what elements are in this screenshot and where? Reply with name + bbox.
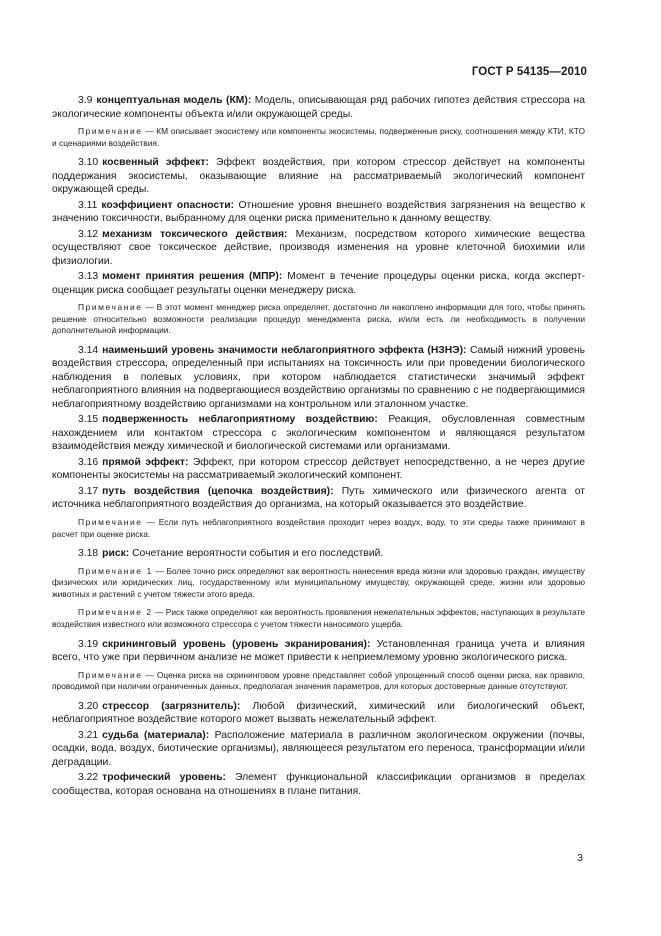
note — [52, 607, 585, 630]
definition-text: Самый нижний уровень воздействия стрессора, определенный при испытаниях на токсичность или при проведении биологического наблюдения в полевых условиях, при котором наблюдается статистически значимый эффект неблагоприятного влияния на подвергающиеся воздействию организмы по сравнению с не подвергающимися неблагоприятному воздействию организмами на контрольном или эталонном участке. — [52, 344, 585, 410]
note — [52, 517, 585, 540]
definition-text: Реакция, обусловленная совместным нахождением или контактом стрессора с экологическим компонентом и являющаяся результатом взаимодействия между химической и биологической системами или организмами. — [52, 414, 585, 453]
note-label: Примечание — [78, 516, 143, 527]
definition-text: Отношение уровня внешнего воздействия загрязнения на вещество к значению токсичности, выбранному для оценки риска применительно к данному веществу. — [52, 199, 585, 225]
term-definition — [52, 638, 585, 665]
term-name: скрининговый уровень (уровень экранирования): — [102, 638, 371, 650]
clause-number: 3.11 — [78, 199, 98, 211]
definition-text: Модель, описывающая ряд рабочих гипотез действия стрессора на экологические компоненты объекта и/или окружающей среды. — [52, 95, 585, 120]
definition-text: Эффект воздействия, при котором стрессор действует на компоненты поддержания экосистемы, оказывающие влияние на рассматриваемый экологический компонент окружающей среды. — [52, 157, 585, 196]
note-label: Примечание 2 — [78, 607, 153, 618]
term-definition — [52, 485, 585, 512]
term-definition — [52, 344, 585, 412]
clause-number: 3.12 — [78, 228, 99, 240]
term-definition — [52, 199, 585, 226]
term-name: трофический уровень: — [102, 772, 226, 784]
term-name: механизм токсического действия: — [102, 228, 288, 240]
note-text: — КМ описывает экосистему или компоненты экосистемы, подверженные риску, соотношения между КТИ, КТО и сценариями воздействия. — [52, 126, 585, 148]
term-name: путь воздействия (цепочка воздействия): — [102, 485, 334, 497]
note-text: — Оценка риска на скрининговом уровне представляет собой упрощенный способ оценки риска, как правило, проводимой при наличии ограниченных данных, предполагая значения параметров, для которых достоверные данные отсутствуют. — [52, 669, 585, 692]
note-text: — Риск также определяют как вероятность проявления нежелательных эффектов, наступающих в результате воздействия известного или возможного стрессора с учетом тяжести наносимого ущерба. — [52, 607, 585, 630]
term-definition — [52, 456, 585, 483]
term-definition — [52, 270, 585, 297]
term-name: подверженность неблагоприятному воздействию: — [102, 414, 378, 426]
note-label: Примечание 1 — [78, 565, 153, 576]
term-definition — [52, 228, 585, 269]
note — [52, 302, 585, 337]
term-name: судьба (материала): — [102, 729, 210, 741]
definition-text: Сочетание вероятности события и его последствий. — [129, 548, 384, 560]
term-name: прямой эффект: — [102, 456, 189, 468]
note-label: Примечание — [78, 126, 143, 136]
term-definition — [52, 771, 585, 798]
definition-text: Расположение материала в различном экологическом окружении (почвы, осадки, вода, воздух, биотические организмы), являющееся результатом его переноса, трансформации и/или деградации. — [52, 729, 585, 768]
page-number: 3 — [577, 852, 583, 864]
note — [52, 670, 585, 693]
term-name: косвенный эффект: — [102, 157, 209, 169]
clause-number: 3.10 — [78, 157, 99, 169]
definition-text: Эффект, при котором стрессор действует непосредственно, а не через другие компоненты экосистемы на рассматриваемый экологический компонент. — [52, 456, 585, 482]
clause-number: 3.9 — [78, 95, 93, 106]
definition-text: Любой физический, химический или биологический объект, неблагоприятное воздействие которого может вызвать нежелательный эффект. — [52, 700, 585, 726]
document-body — [52, 94, 585, 800]
clause-number: 3.20 — [78, 700, 99, 712]
definition-text: Элемент функциональной классификации организмов в пределах сообщества, которая основана на отношениях в плане питания. — [52, 772, 585, 797]
clause-number: 3.13 — [78, 271, 99, 283]
term-definition — [52, 547, 585, 561]
note-label: Примечание — [78, 302, 143, 313]
definition-text: Момент в течение процедуры оценки риска, когда эксперт-оценщик риска сообщает результаты оценки менеджеру риска. — [52, 271, 586, 296]
document-code: ГОСТ Р 54135—2010 — [471, 66, 587, 78]
clause-number: 3.15 — [78, 414, 99, 426]
clause-number: 3.17 — [78, 485, 99, 497]
clause-number: 3.19 — [78, 638, 99, 650]
clause-number: 3.18 — [78, 548, 99, 560]
term-name: наименьший уровень значимости неблагоприятного эффекта (НЗНЭ): — [102, 344, 467, 356]
clause-number: 3.21 — [78, 729, 99, 741]
term-definition — [52, 94, 585, 121]
note-label: Примечание — [78, 669, 143, 680]
clause-number: 3.16 — [78, 456, 99, 468]
term-name: момент принятия решения (МПР): — [102, 271, 283, 283]
term-definition — [52, 413, 585, 454]
term-name: концептуальная модель (КМ): — [96, 95, 252, 106]
term-definition — [52, 156, 585, 197]
note-text: — В этот момент менеджер риска определяет, достаточно ли накоплено информации для того, чтобы принять решение относительно возможности реализации процедур менеджмента риска, и/или есть ли необходимость в получении дополнительной информации. — [52, 302, 585, 336]
note-text: — Более точно риск определяют как вероятность нанесения вреда жизни или здоровью граждан, имуществу физических или юридических лиц, государственному или муниципальному имуществу, окружающей среде, жизни или здоровью животных и растений с учетом тяжести этого вреда. — [52, 565, 585, 599]
definition-text: Путь химического или физического агента от источника неблагоприятного воздействия до организма, на который оказывается это воздействие. — [52, 485, 585, 511]
term-name: риск: — [102, 548, 130, 560]
clause-number: 3.14 — [78, 344, 99, 356]
term-definition — [52, 729, 585, 770]
note-text: — Если путь неблагоприятного воздействия проходит через воздух, воду, то эти среды также принимают в расчет при оценке риска. — [52, 516, 585, 539]
term-name: стрессор (загрязнитель): — [102, 700, 241, 712]
definition-text: Установленная граница учета и влияния всего, что уже при первичном анализе не может привести к неприемлемому уровню экологического риска. — [52, 638, 585, 664]
note — [52, 126, 585, 149]
clause-number: 3.22 — [78, 772, 99, 784]
term-definition — [52, 700, 585, 727]
note — [52, 566, 585, 601]
definition-text: Механизм, посредством которого химические вещества осуществляют свое токсическое действие, производя изменения на уровне клеточной биохимии или физиологии. — [52, 228, 585, 267]
term-name: коэффициент опасности: — [101, 199, 235, 211]
